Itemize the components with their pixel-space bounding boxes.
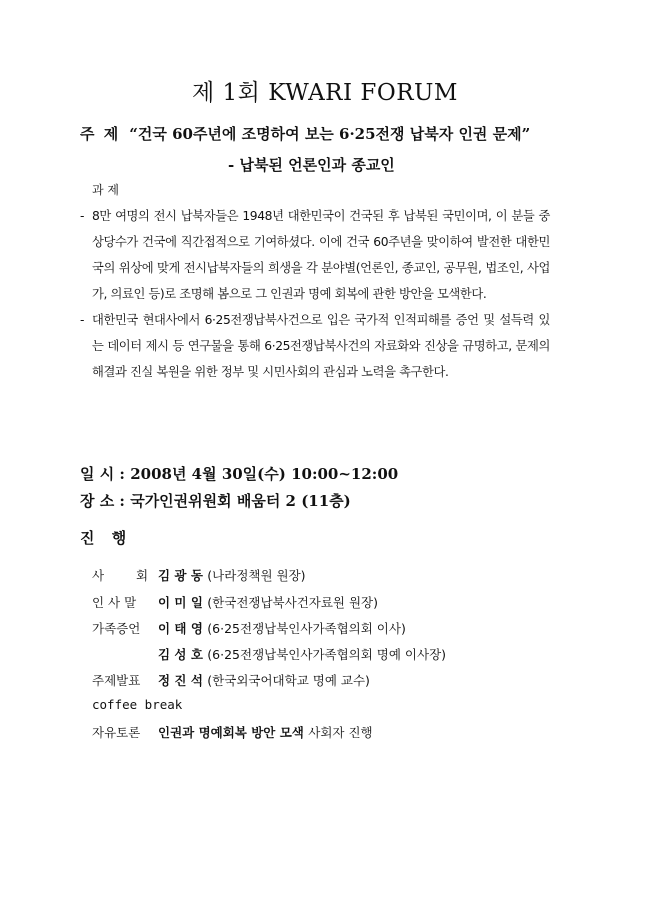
place-line <box>80 490 351 511</box>
program-affiliation: (나라정책원 원장) <box>207 568 306 583</box>
topic-text: “건국 60주년에 조명하여 보는 6·25전쟁 납북자 인권 문제” <box>129 125 531 143</box>
program-affiliation: (한국전쟁납북사건자료원 원장) <box>207 595 378 610</box>
document-title: 제 1회 KWARI FORUM <box>192 80 458 106</box>
program-affiliation: (한국외국어대학교 명예 교수) <box>207 673 370 688</box>
task-item <box>80 307 550 385</box>
task-item <box>80 203 550 307</box>
task-label: 과 제 <box>92 183 119 197</box>
program-role: 사 회 <box>92 568 163 583</box>
program-person <box>158 645 446 663</box>
date-label: 일 시 : <box>80 465 125 483</box>
dash-marker: - <box>80 313 85 327</box>
program-name: 이 미 일 <box>158 595 203 610</box>
program-affiliation: (6·25전쟁납북인사가족협의회 명예 이사장) <box>207 647 447 662</box>
dash-marker: - <box>80 209 85 223</box>
task-item-text: 대한민국 현대사에서 6·25전쟁납북사건으로 입은 국가적 인적피해를 증언 및 설득력 있는 데이터 제시 등 연구물을 통해 6·25전쟁납북사건의 자료화와 진상을 규명하고, 문제의 해결과 진실 복원을 위한 정부 및 시민사회의 관심과 노력을 촉구한다. <box>92 313 550 379</box>
program-name: 김 광 동 <box>158 568 203 583</box>
task-item-text: 8만 여명의 전시 납북자들은 1948년 대한민국이 건국된 후 납북된 국민이며, 이 분들 중 상당수가 건국에 직간접적으로 기여하셨다. 이에 건국 60주년을 맞이하여 발전한 대한민국의 위상에 맞게 전시납북자들의 희생을 각 분야별(언론인, 종교인, 공무원, 법조인, 사업가, 의료인 등)로 조명해 봄으로 그 인권과 명예 회복에 관한 방안을 모색한다. <box>92 209 550 301</box>
date-value: 2008년 4월 30일(수) 10:00~12:00 <box>130 465 399 483</box>
program-name: 정 진 석 <box>158 673 203 688</box>
program-affiliation: (6·25전쟁납북인사가족협의회 이사) <box>207 621 406 636</box>
program-role: 자유토론 <box>92 725 141 740</box>
place-label: 장 소 : <box>80 492 125 510</box>
program-name: 김 성 호 <box>158 647 203 662</box>
program-person <box>158 566 306 584</box>
topic-line <box>80 123 530 144</box>
program-person <box>158 593 378 611</box>
program-heading: 진 행 <box>80 529 133 547</box>
discussion-note: 사회자 진행 <box>308 725 373 740</box>
program-role: 가족증언 <box>92 621 141 636</box>
task-list <box>80 203 550 385</box>
program-role: 주제발표 <box>92 673 141 688</box>
program-person <box>158 723 373 741</box>
program-role: 인 사 말 <box>92 595 137 610</box>
program-person <box>158 619 406 637</box>
program-person <box>158 671 370 689</box>
discussion-topic: 인권과 명예회복 방안 모색 <box>158 725 304 740</box>
program-name: 이 태 영 <box>158 621 203 636</box>
topic-subtitle: - 납북된 언론인과 종교인 <box>228 156 395 174</box>
coffee-break: coffee break <box>92 697 183 712</box>
topic-label: 주 제 <box>80 125 121 143</box>
place-value: 국가인권위원회 배움터 2 (11층) <box>130 492 351 510</box>
date-line <box>80 463 398 484</box>
